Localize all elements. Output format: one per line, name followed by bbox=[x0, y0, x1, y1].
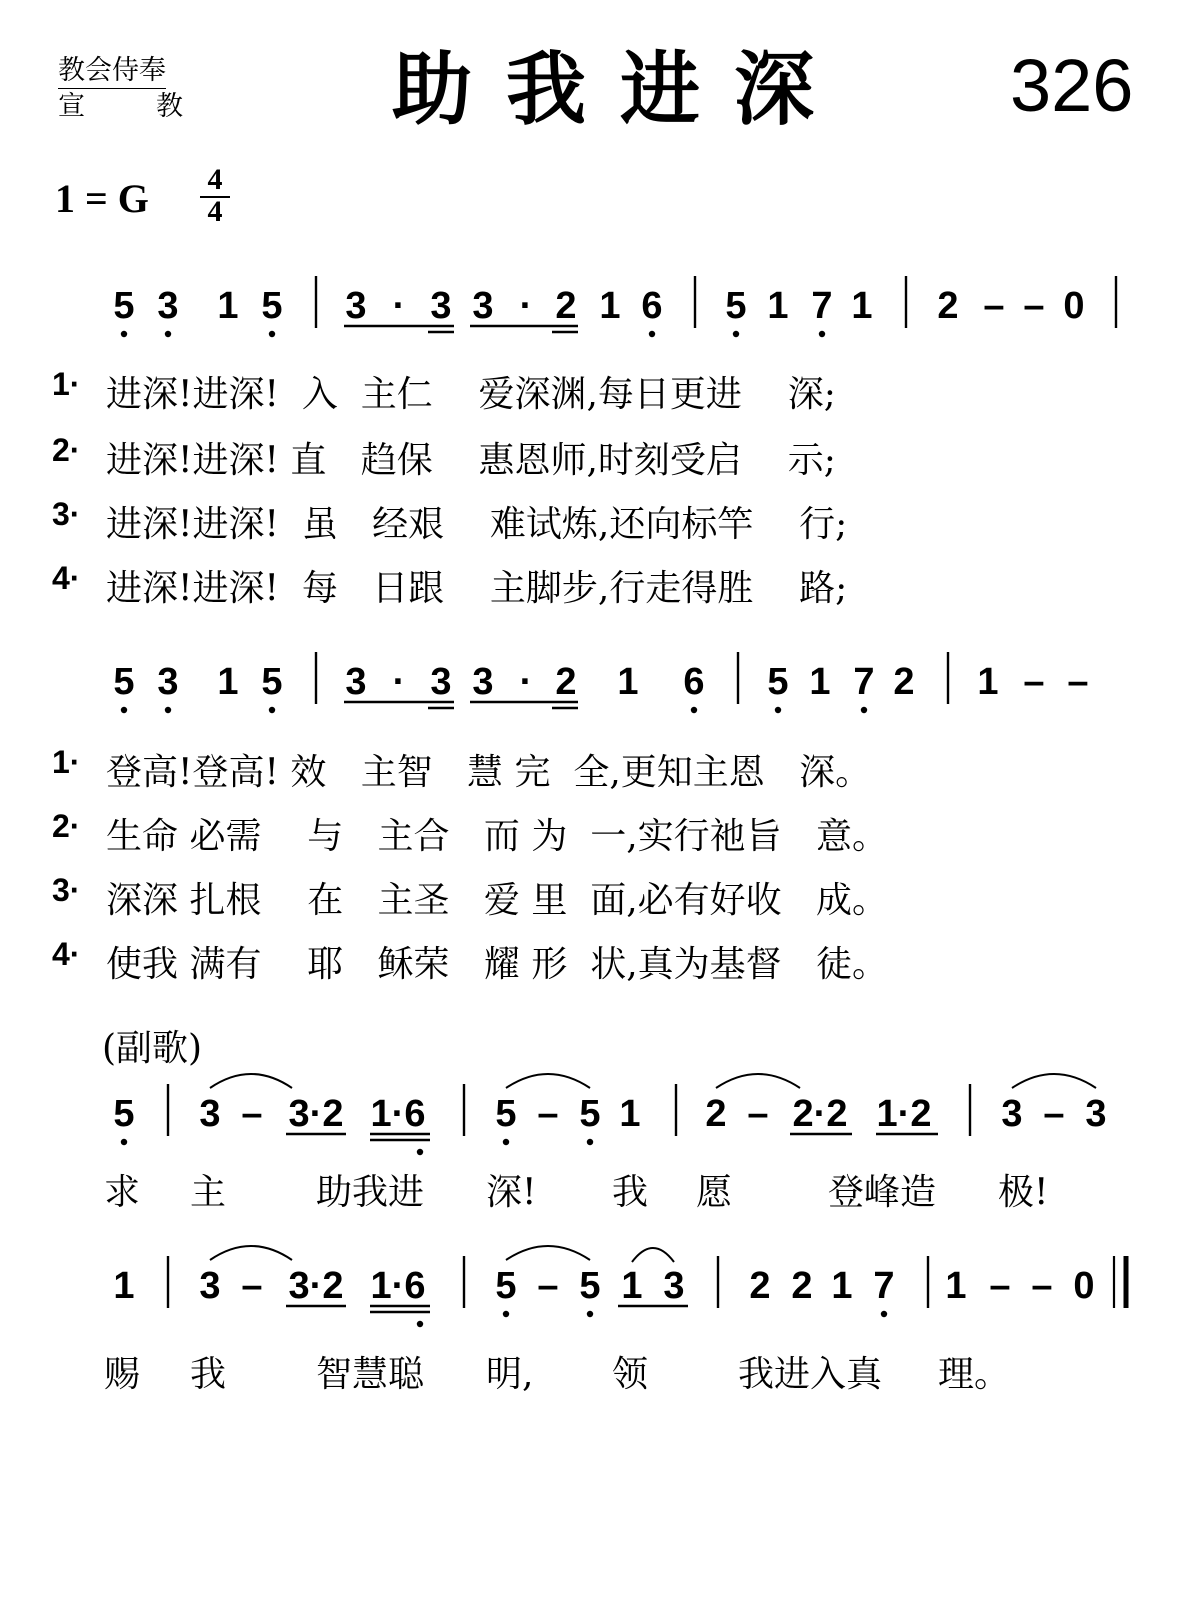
lyric-text: 深深 扎根 在 主圣 爱 里 面,必有好收 成。 bbox=[106, 880, 888, 921]
note: 3 bbox=[345, 661, 367, 703]
note: 1 bbox=[113, 1265, 135, 1307]
note: 1 bbox=[621, 1265, 643, 1307]
slur bbox=[210, 1246, 292, 1260]
note: 1 bbox=[945, 1265, 967, 1307]
octave-dot-below bbox=[881, 1311, 887, 1317]
octave-dot-below bbox=[503, 1139, 509, 1145]
note: 1 bbox=[977, 661, 999, 703]
note: 5 bbox=[113, 285, 135, 327]
refrain-word: 我 bbox=[612, 1172, 649, 1213]
key-signature: 1 = G bbox=[55, 176, 149, 221]
octave-dot-below bbox=[587, 1139, 593, 1145]
lyric-line bbox=[0, 872, 1200, 932]
refrain-word: 理。 bbox=[938, 1354, 1011, 1395]
lyric-text: 进深!进深! 虽 经艰 难试炼,还向标竿 行; bbox=[106, 504, 848, 545]
note: 5 bbox=[725, 285, 747, 327]
hymn-number: 326 bbox=[1010, 44, 1134, 127]
lyric-text: 登高!登高! 效 主智 慧 完 全,更知主恩 深。 bbox=[106, 752, 872, 793]
note: 0 bbox=[1073, 1265, 1095, 1307]
lyric-line bbox=[0, 808, 1200, 868]
lyric-line bbox=[0, 366, 1200, 426]
dash: – bbox=[1023, 661, 1045, 703]
note: 5 bbox=[261, 285, 283, 327]
note: 3 bbox=[430, 661, 452, 703]
lyric-line bbox=[0, 744, 1200, 804]
note: 0 bbox=[1063, 285, 1085, 327]
note: 1 bbox=[767, 285, 789, 327]
octave-dot-below bbox=[165, 331, 171, 337]
note: 1 bbox=[831, 1265, 853, 1307]
verse-number: 4· bbox=[52, 560, 81, 596]
octave-dot-below bbox=[503, 1311, 509, 1317]
octave-dot-below bbox=[775, 707, 781, 713]
note: 5 bbox=[767, 661, 789, 703]
note: 2 bbox=[791, 1265, 813, 1307]
verse-number: 1· bbox=[52, 744, 81, 780]
note: 1·6 bbox=[370, 1265, 426, 1307]
slur bbox=[716, 1074, 800, 1088]
octave-dot-below bbox=[121, 1139, 127, 1145]
time-signature-top: 4 bbox=[200, 166, 230, 198]
refrain-word: 我 bbox=[190, 1354, 227, 1395]
octave-dot-below bbox=[269, 331, 275, 337]
category-line-2-b: 教 bbox=[156, 91, 183, 122]
lyric-text: 进深!进深! 每 日跟 主脚步,行走得胜 路; bbox=[106, 568, 848, 609]
refrain-word: 赐 bbox=[104, 1354, 141, 1395]
note: 5 bbox=[113, 661, 135, 703]
note: 3 bbox=[157, 285, 179, 327]
lyric-text: 生命 必需 与 主合 而 为 一,实行祂旨 意。 bbox=[106, 816, 888, 857]
lyric-text: 进深!进深! 入 主仁 爱深渊,每日更进 深; bbox=[106, 374, 836, 415]
note: 2 bbox=[555, 285, 577, 327]
refrain-word: 登峰造 bbox=[828, 1172, 937, 1213]
dash: – bbox=[537, 1093, 559, 1135]
dash: – bbox=[241, 1265, 263, 1307]
refrain-word: 明, bbox=[486, 1354, 534, 1395]
note: 3 bbox=[157, 661, 179, 703]
refrain-word: 助我进 bbox=[316, 1172, 425, 1213]
lyric-line bbox=[0, 936, 1200, 996]
note: 3 bbox=[199, 1093, 221, 1135]
dash: – bbox=[1067, 661, 1089, 703]
verse-number: 2· bbox=[52, 808, 81, 844]
note: · bbox=[392, 661, 406, 703]
category-line-2-a: 宣 bbox=[58, 91, 85, 122]
refrain-word: 求 bbox=[104, 1172, 141, 1213]
note: 5 bbox=[495, 1093, 517, 1135]
octave-dot-below bbox=[417, 1149, 423, 1155]
octave-dot-below bbox=[269, 707, 275, 713]
note: 5 bbox=[261, 661, 283, 703]
note: 2 bbox=[749, 1265, 771, 1307]
lyric-text: 进深!进深! 直 趋保 惠恩师,时刻受启 示; bbox=[106, 440, 836, 481]
slur bbox=[506, 1074, 590, 1088]
note: 2 bbox=[705, 1093, 727, 1135]
note: 3 bbox=[1001, 1093, 1023, 1135]
note: 3 bbox=[663, 1265, 685, 1307]
note: 3·2 bbox=[288, 1265, 344, 1307]
category-line-1: 教会侍奉 bbox=[58, 54, 166, 89]
refrain-word: 愿 bbox=[696, 1172, 733, 1213]
octave-dot-below bbox=[691, 707, 697, 713]
note: 6 bbox=[641, 285, 663, 327]
note: 3 bbox=[1085, 1093, 1107, 1135]
slur bbox=[1012, 1074, 1096, 1088]
note: 5 bbox=[579, 1093, 601, 1135]
note: 5 bbox=[579, 1265, 601, 1307]
note: 7 bbox=[873, 1265, 895, 1307]
note: · bbox=[519, 285, 533, 327]
refrain-word: 极! bbox=[998, 1172, 1049, 1213]
dash: – bbox=[747, 1093, 769, 1135]
octave-dot-below bbox=[121, 331, 127, 337]
lyric-line bbox=[0, 560, 1200, 620]
verse-number: 3· bbox=[52, 496, 81, 532]
dash: – bbox=[1031, 1265, 1053, 1307]
note: · bbox=[392, 285, 406, 327]
note: 3 bbox=[472, 661, 494, 703]
note: 1·2 bbox=[876, 1093, 932, 1135]
lyric-line bbox=[0, 496, 1200, 556]
note: 7 bbox=[811, 285, 833, 327]
dash: – bbox=[989, 1265, 1011, 1307]
verse-number: 4· bbox=[52, 936, 81, 972]
note: 1 bbox=[619, 1093, 641, 1135]
note: 2 bbox=[937, 285, 959, 327]
dash: – bbox=[983, 285, 1005, 327]
note: 1 bbox=[851, 285, 873, 327]
note: 5 bbox=[495, 1265, 517, 1307]
chorus-label: (副歌) bbox=[102, 1028, 203, 1069]
time-signature-bottom: 4 bbox=[207, 195, 223, 228]
octave-dot-below bbox=[733, 331, 739, 337]
slur bbox=[210, 1074, 292, 1088]
hymn-title: 助我进深 bbox=[392, 43, 848, 136]
refrain-word: 主 bbox=[190, 1172, 227, 1213]
refrain-word: 智慧聪 bbox=[316, 1354, 425, 1395]
refrain-word: 深! bbox=[486, 1172, 537, 1213]
verse-number: 3· bbox=[52, 872, 81, 908]
note: 1 bbox=[217, 285, 239, 327]
note: 1 bbox=[809, 661, 831, 703]
lyric-line bbox=[0, 432, 1200, 492]
dash: – bbox=[1023, 285, 1045, 327]
note: 3 bbox=[345, 285, 367, 327]
octave-dot-below bbox=[121, 707, 127, 713]
note: 3 bbox=[430, 285, 452, 327]
note: 1 bbox=[617, 661, 639, 703]
slur bbox=[632, 1248, 674, 1262]
octave-dot-below bbox=[649, 331, 655, 337]
note: 1 bbox=[599, 285, 621, 327]
octave-dot-below bbox=[417, 1321, 423, 1327]
note: 1 bbox=[217, 661, 239, 703]
octave-dot-below bbox=[819, 331, 825, 337]
refrain-word: 我进入真 bbox=[738, 1354, 883, 1395]
note: 2 bbox=[893, 661, 915, 703]
dash: – bbox=[241, 1093, 263, 1135]
dash: – bbox=[537, 1265, 559, 1307]
octave-dot-below bbox=[587, 1311, 593, 1317]
note: 1·6 bbox=[370, 1093, 426, 1135]
note: 7 bbox=[853, 661, 875, 703]
octave-dot-below bbox=[861, 707, 867, 713]
note: 3·2 bbox=[288, 1093, 344, 1135]
note: 2·2 bbox=[792, 1093, 848, 1135]
note: 3 bbox=[472, 285, 494, 327]
dash: – bbox=[1043, 1093, 1065, 1135]
note: · bbox=[519, 661, 533, 703]
lyric-text: 使我 满有 耶 稣荣 耀 形 状,真为基督 徒。 bbox=[106, 944, 888, 985]
verse-number: 2· bbox=[52, 432, 81, 468]
slur bbox=[506, 1246, 590, 1260]
verse-number: 1· bbox=[52, 366, 81, 402]
refrain-word: 领 bbox=[612, 1354, 649, 1395]
note: 5 bbox=[113, 1093, 135, 1135]
note: 2 bbox=[555, 661, 577, 703]
note: 3 bbox=[199, 1265, 221, 1307]
octave-dot-below bbox=[165, 707, 171, 713]
note: 6 bbox=[683, 661, 705, 703]
